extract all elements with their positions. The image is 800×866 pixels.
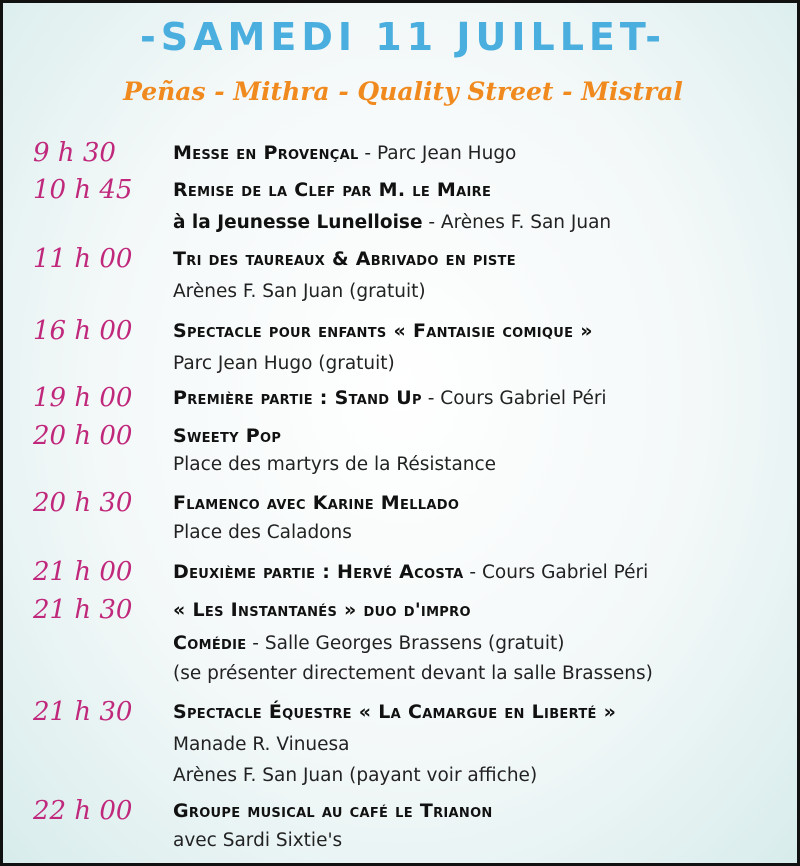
event-time: 21 h 30: [33, 697, 133, 727]
event-name: Messe en Provençal: [173, 142, 359, 164]
event-name-continued: Comédie: [173, 632, 247, 654]
event-time: 20 h 00: [33, 421, 133, 451]
event-name: Tri des taureaux & Abrivado en piste: [173, 248, 516, 270]
event-time: 20 h 30: [33, 488, 133, 518]
event-place: Parc Jean Hugo (gratuit): [173, 353, 395, 374]
event-name-continued: à la Jeunesse Lunelloise: [173, 212, 423, 233]
page-title: -SAMEDI 11 JUILLET-: [140, 15, 666, 59]
event-time: 19 h 00: [33, 383, 133, 413]
event-name: Remise de la Clef par M. le Maire: [173, 179, 492, 201]
event-name: Deuxième partie : Hervé Acosta: [173, 561, 464, 583]
event-place: Arènes F. San Juan (payant voir affiche): [173, 765, 538, 786]
event-time: 21 h 00: [33, 557, 133, 587]
event-name: Spectacle pour enfants « Fantaisie comique »: [173, 320, 593, 342]
event-time: 21 h 30: [33, 595, 133, 625]
event-time: 16 h 00: [33, 316, 133, 346]
event-name: Première partie : Stand Up: [173, 387, 422, 409]
event-name: « Les Instantanés » duo d'impro: [173, 599, 471, 621]
event-place: Place des Caladons: [173, 522, 352, 543]
event-note: (se présenter directement devant la salle Brassens): [173, 663, 653, 684]
poster-frame: -SAMEDI 11 JUILLET- Peñas - Mithra - Quality Street - Mistral 9 h 30 Messe en Provençal - Parc Jean Hugo 10 h 45 Remise de la Clef par M. le Maire à la Jeunesse Lunelloise - Arènes F. San Juan 11 h 00 Tri des taureaux & Abrivado en piste Arènes F. San Juan (gratuit) 16 h 00 Spectacle pour enfants « Fantaisie comique » Parc Jean Hugo (gratuit) 19 h 00 Première partie : Stand Up - Cours Gabriel Péri 20 h 00 Sweety Pop Place des martyrs de la Résistance 20 h 30 Flamenco avec Karine Mellado Place des Caladons 21 h 00 Deuxième partie : Hervé Acosta - Cours Gabriel Péri 21 h 30 « Les Instantanés » duo d'impro Comédie - Salle Georges Brassens (gratuit) (se présenter directement devant la salle Brassens) 21 h 30 Spectacle Équestre « La Camargue en Liberté » Manade R. Vinuesa Arènes F. San Juan (payant voir affiche) 22 h 00 Groupe musical au café le Trianon avec Sardi Sixtie's: [0, 0, 800, 866]
event-name: Groupe musical au café le Trianon: [173, 800, 493, 822]
event-place: Place des martyrs de la Résistance: [173, 454, 497, 475]
event-name: Spectacle Équestre « La Camargue en Liberté »: [173, 701, 617, 723]
event-performer: avec Sardi Sixtie's: [173, 830, 343, 851]
event-place: - Arènes F. San Juan: [422, 212, 612, 233]
event-time: 11 h 00: [33, 244, 133, 274]
event-time: 9 h 30: [33, 138, 116, 168]
event-place: Cours Gabriel Péri: [440, 388, 607, 409]
event-name: Flamenco avec Karine Mellado: [173, 492, 460, 514]
event-organizer: Manade R. Vinuesa: [173, 734, 350, 755]
event-place: Parc Jean Hugo: [376, 143, 517, 164]
event-time: 10 h 45: [33, 175, 133, 205]
event-place: Cours Gabriel Péri: [481, 562, 649, 583]
event-name: Sweety Pop: [173, 425, 282, 447]
event-time: 22 h 00: [33, 796, 133, 826]
event-place: Arènes F. San Juan (gratuit): [173, 281, 426, 302]
page-subtitle: Peñas - Mithra - Quality Street - Mistral: [123, 77, 683, 106]
event-place: - Salle Georges Brassens (gratuit): [246, 633, 565, 654]
